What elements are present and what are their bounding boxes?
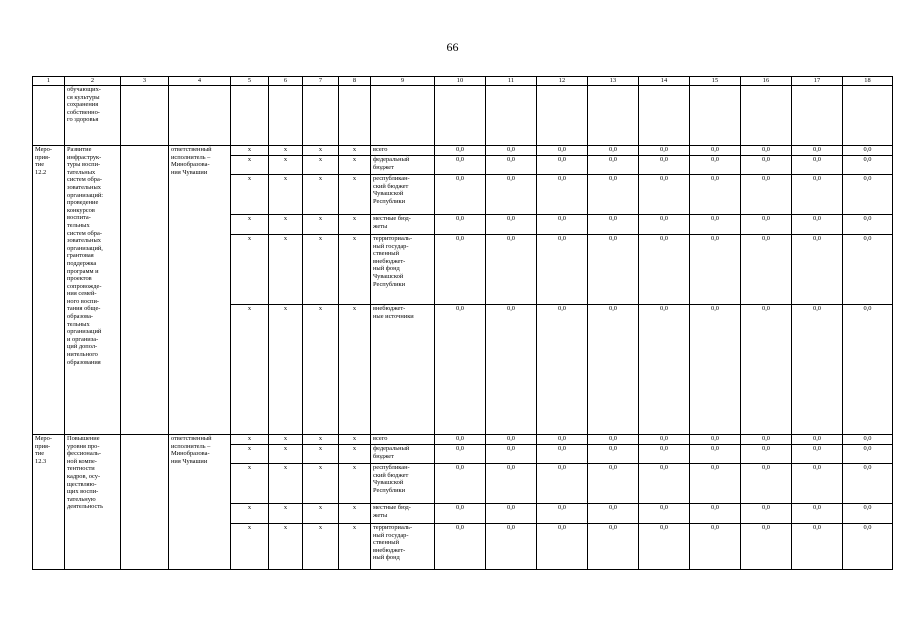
measure-name-cell [65,146,121,435]
measure-name-line: тательных [67,168,96,176]
value-cell: 0,0 [792,435,843,445]
value-cell: 0,0 [588,464,639,504]
x-mark-cell: x [231,504,269,524]
measure-name-line: нительного [67,351,98,359]
measure-name-line: проектов [67,275,92,283]
funding-source-line: местные бюд- [373,504,411,511]
value-cell: 0,0 [588,235,639,305]
continued-name-line: ся культуры [67,93,100,101]
value-cell: 0,0 [690,215,741,235]
x-mark-cell: x [231,235,269,305]
value-cell: 0,0 [741,175,792,215]
column-number-16: 16 [741,77,792,86]
funding-source-line: ственный [373,250,399,258]
column-number-14: 14 [639,77,690,86]
funding-source-line: Республики [373,280,406,288]
value-cell: 0,0 [639,524,690,570]
x-mark-cell: x [303,445,339,464]
measure-name-line: ной компе- [67,457,97,465]
empty-cell [33,86,65,146]
executor-line: исполнитель – [171,153,211,161]
value-cell: 0,0 [639,435,690,445]
x-mark-cell: x [269,235,303,305]
value-cell: 0,0 [843,435,893,445]
funding-source-cell [371,215,435,235]
value-cell: 0,0 [843,445,893,464]
measure-name-line: сопровожде- [67,282,102,290]
value-cell: 0,0 [588,175,639,215]
x-mark-cell: x [231,146,269,156]
funding-source-cell [371,435,435,445]
x-mark-cell: x [269,146,303,156]
executor-line: Минобразова- [171,161,210,169]
x-mark-cell: x [303,146,339,156]
value-cell: 0,0 [843,235,893,305]
executor-cell [169,435,231,570]
measure-name-line: организаций [67,328,102,336]
value-cell: 0,0 [843,524,893,570]
column-number-17: 17 [792,77,843,86]
measure-name-line: тентности [67,465,95,473]
value-cell: 0,0 [537,504,588,524]
empty-cell [121,435,169,570]
funding-source-line: местные бюд- [373,215,411,222]
funding-source-cell [371,235,435,305]
measure-name-line: ществляю- [67,480,97,488]
measure-label-cell [33,435,65,570]
value-cell: 0,0 [741,215,792,235]
table-row [33,435,893,445]
x-mark-cell: x [303,215,339,235]
x-mark-cell: x [303,435,339,445]
funding-source-line: республикан- [373,175,410,182]
funding-source-line: территориаль- [373,235,413,242]
empty-cell [269,86,303,146]
measure-name-line: поддержка [67,259,97,267]
measure-name-line: зовательных [67,237,101,245]
measure-name-line: уровня про- [67,442,100,450]
funding-source-cell [371,464,435,504]
funding-source-line: Чувашской [373,190,404,198]
empty-cell [843,86,893,146]
measure-name-line: систем обра- [67,229,102,237]
funding-source-cell [371,504,435,524]
funding-source-line: ный фонд [373,554,400,562]
value-cell: 0,0 [639,445,690,464]
funding-source-cell [371,156,435,175]
value-cell: 0,0 [792,445,843,464]
measure-name-line: воспита- [67,214,91,222]
empty-cell [588,86,639,146]
value-cell: 0,0 [435,464,486,504]
value-cell: 0,0 [792,464,843,504]
measure-name-line: ного воспи- [67,297,100,305]
value-cell: 0,0 [486,435,537,445]
x-mark-cell: x [339,435,371,445]
x-mark-cell: x [231,305,269,435]
funding-source-line: жеты [373,511,388,519]
value-cell: 0,0 [537,445,588,464]
funding-source-cell [371,524,435,570]
value-cell: 0,0 [792,215,843,235]
measure-name-line: фессиональ- [67,450,101,458]
value-cell: 0,0 [741,305,792,435]
measure-name-line: организаций: [67,191,104,199]
executor-line: исполнитель – [171,442,211,450]
empty-cell [231,86,269,146]
value-cell: 0,0 [690,435,741,445]
column-number-7: 7 [303,77,339,86]
x-mark-cell: x [339,524,371,570]
measure-name-line: систем обра- [67,176,102,184]
funding-source-cell [371,175,435,215]
value-cell: 0,0 [639,235,690,305]
executor-line: ответственный [171,146,212,153]
value-cell: 0,0 [843,146,893,156]
column-number-3: 3 [121,77,169,86]
measure-name-line: Развитие [67,146,92,153]
value-cell: 0,0 [537,156,588,175]
value-cell: 0,0 [792,305,843,435]
value-cell: 0,0 [435,146,486,156]
x-mark-cell: x [231,215,269,235]
value-cell: 0,0 [843,156,893,175]
value-cell: 0,0 [741,464,792,504]
x-mark-cell: x [303,235,339,305]
measure-name-line: грантовая [67,252,94,260]
column-number-8: 8 [339,77,371,86]
column-number-6: 6 [269,77,303,86]
x-mark-cell: x [269,156,303,175]
column-number-9: 9 [371,77,435,86]
funding-source-line: федеральный [373,445,410,452]
measure-label-line: прия- [35,153,51,161]
x-mark-cell: x [339,504,371,524]
empty-cell [121,146,169,435]
column-number-2: 2 [65,77,121,86]
value-cell: 0,0 [588,156,639,175]
measure-name-line: зовательных [67,183,101,191]
value-cell: 0,0 [843,504,893,524]
value-cell: 0,0 [588,215,639,235]
value-cell: 0,0 [690,464,741,504]
funding-source-line: ственный [373,539,399,547]
value-cell: 0,0 [588,305,639,435]
measure-name-line: ций допол- [67,343,98,351]
value-cell: 0,0 [435,215,486,235]
value-cell: 0,0 [792,175,843,215]
column-number-12: 12 [537,77,588,86]
x-mark-cell: x [231,464,269,504]
measure-name-line: щих воспи- [67,488,99,496]
value-cell: 0,0 [741,146,792,156]
measure-name-line: тания обще- [67,305,101,313]
value-cell: 0,0 [435,156,486,175]
funding-source-line: бюджет [373,163,394,171]
value-cell: 0,0 [639,215,690,235]
value-cell: 0,0 [435,524,486,570]
funding-source-line: жеты [373,222,388,230]
measure-name-line: инфраструк- [67,153,102,161]
funding-source-line: ные источники [373,312,414,320]
empty-cell [169,86,231,146]
executor-cell [169,146,231,435]
x-mark-cell: x [269,445,303,464]
value-cell: 0,0 [843,175,893,215]
measure-name-line: конкурсов [67,206,95,214]
value-cell: 0,0 [486,215,537,235]
value-cell: 0,0 [843,305,893,435]
empty-cell [792,86,843,146]
value-cell: 0,0 [690,524,741,570]
empty-cell [121,86,169,146]
value-cell: 0,0 [843,215,893,235]
value-cell: 0,0 [792,504,843,524]
empty-cell [339,86,371,146]
value-cell: 0,0 [486,235,537,305]
value-cell: 0,0 [537,464,588,504]
value-cell: 0,0 [639,464,690,504]
value-cell: 0,0 [741,235,792,305]
measure-name-line: проведение [67,199,99,207]
measure-name-line: тельных [67,320,90,328]
x-mark-cell: x [269,504,303,524]
funding-source-cell [371,305,435,435]
funding-source-line: всего [373,435,388,442]
value-cell: 0,0 [792,146,843,156]
x-mark-cell: x [339,445,371,464]
value-cell: 0,0 [792,235,843,305]
budget-table [32,76,893,570]
value-cell: 0,0 [588,435,639,445]
measure-label-line: 12.2 [35,168,47,176]
funding-source-line: внебюджет- [373,257,406,265]
measure-label-line: 12.3 [35,457,47,465]
x-mark-cell: x [339,175,371,215]
column-number-1: 1 [33,77,65,86]
measure-name-line: программ и [67,267,99,275]
funding-source-line: Чувашской [373,479,404,487]
value-cell: 0,0 [537,435,588,445]
empty-cell [435,86,486,146]
x-mark-cell: x [303,156,339,175]
empty-cell [486,86,537,146]
value-cell: 0,0 [588,504,639,524]
measure-label-cell [33,146,65,435]
value-cell: 0,0 [639,504,690,524]
measure-name-line: организаций, [67,244,103,252]
value-cell: 0,0 [537,524,588,570]
x-mark-cell: x [269,524,303,570]
funding-source-line: бюджет [373,452,394,460]
funding-source-line: ский бюджет [373,471,409,479]
continued-name-line: сохранения [67,101,99,109]
value-cell: 0,0 [486,504,537,524]
value-cell: 0,0 [435,235,486,305]
x-mark-cell: x [303,305,339,435]
column-number-18: 18 [843,77,893,86]
x-mark-cell: x [303,504,339,524]
column-number-10: 10 [435,77,486,86]
value-cell: 0,0 [741,435,792,445]
value-cell: 0,0 [690,445,741,464]
value-cell: 0,0 [435,504,486,524]
x-mark-cell: x [231,524,269,570]
x-mark-cell: x [339,235,371,305]
funding-source-line: федеральный [373,156,410,163]
measure-label-line: Меро- [35,146,52,153]
value-cell: 0,0 [690,504,741,524]
value-cell: 0,0 [537,175,588,215]
value-cell: 0,0 [690,175,741,215]
funding-source-line: Чувашской [373,272,404,280]
empty-cell [371,86,435,146]
value-cell: 0,0 [639,175,690,215]
value-cell: 0,0 [639,305,690,435]
empty-cell [537,86,588,146]
value-cell: 0,0 [690,156,741,175]
x-mark-cell: x [231,445,269,464]
value-cell: 0,0 [435,305,486,435]
value-cell: 0,0 [537,215,588,235]
value-cell: 0,0 [537,235,588,305]
value-cell: 0,0 [588,146,639,156]
value-cell: 0,0 [486,464,537,504]
value-cell: 0,0 [486,524,537,570]
x-mark-cell: x [339,464,371,504]
executor-line: ния Чувашии [171,457,208,465]
value-cell: 0,0 [486,445,537,464]
value-cell: 0,0 [435,445,486,464]
empty-cell [303,86,339,146]
funding-source-line: республикан- [373,464,410,471]
x-mark-cell: x [231,156,269,175]
measure-name-line: Повышение [67,435,100,442]
continued-name-line: обучающих- [67,86,101,93]
executor-line: Минобразова- [171,450,210,458]
funding-source-line: Республики [373,197,406,205]
x-mark-cell: x [339,215,371,235]
measure-name-line: и организа- [67,335,99,343]
measure-name-line: тательную [67,495,96,503]
x-mark-cell: x [231,175,269,215]
measure-name-cell [65,435,121,570]
x-mark-cell: x [269,215,303,235]
funding-source-line: территориаль- [373,524,413,531]
empty-cell [639,86,690,146]
value-cell: 0,0 [741,524,792,570]
measure-name-line: образова- [67,313,94,321]
value-cell: 0,0 [486,175,537,215]
executor-line: ния Чувашии [171,168,208,176]
measure-label-line: тие [35,450,45,458]
value-cell: 0,0 [486,146,537,156]
x-mark-cell: x [303,524,339,570]
funding-source-line: ный фонд [373,265,400,273]
x-mark-cell: x [269,435,303,445]
x-mark-cell: x [269,175,303,215]
measure-name-line: ния семей- [67,290,97,298]
column-number-5: 5 [231,77,269,86]
value-cell: 0,0 [537,146,588,156]
value-cell: 0,0 [741,445,792,464]
executor-line: ответственный [171,435,212,442]
x-mark-cell: x [231,435,269,445]
column-number-13: 13 [588,77,639,86]
x-mark-cell: x [303,175,339,215]
measure-label-line: Меро- [35,435,52,442]
funding-source-line: всего [373,146,388,153]
empty-cell [690,86,741,146]
continued-name-line: го здоровья [67,116,99,124]
value-cell: 0,0 [435,175,486,215]
page-number: 66 [446,40,459,54]
value-cell: 0,0 [486,305,537,435]
funding-source-line: ный государ- [373,242,409,250]
value-cell: 0,0 [537,305,588,435]
continued-name-line: собственно- [67,108,100,116]
funding-source-line: внебюджет- [373,546,406,554]
measure-label-line: прия- [35,442,51,450]
column-number-15: 15 [690,77,741,86]
value-cell: 0,0 [588,524,639,570]
value-cell: 0,0 [690,146,741,156]
header-row [33,77,893,86]
value-cell: 0,0 [792,524,843,570]
x-mark-cell: x [339,305,371,435]
measure-name-line: туры воспи- [67,161,101,169]
table-row [33,146,893,156]
column-number-4: 4 [169,77,231,86]
value-cell: 0,0 [792,156,843,175]
funding-source-cell [371,445,435,464]
measure-name-line: деятельность [67,503,104,511]
continued-name-cell [65,86,121,146]
funding-source-line: внебюджет- [373,305,406,312]
value-cell: 0,0 [741,156,792,175]
value-cell: 0,0 [435,435,486,445]
x-mark-cell: x [269,464,303,504]
measure-name-line: образования [67,358,101,366]
value-cell: 0,0 [690,235,741,305]
column-number-11: 11 [486,77,537,86]
measure-label-line: тие [35,161,45,169]
x-mark-cell: x [303,464,339,504]
value-cell: 0,0 [639,146,690,156]
measure-name-line: тельных [67,221,90,229]
value-cell: 0,0 [639,156,690,175]
measure-name-line: кадров, осу- [67,472,101,480]
continuation-row [33,86,893,146]
value-cell: 0,0 [741,504,792,524]
funding-source-cell [371,146,435,156]
funding-source-line: Республики [373,486,406,494]
value-cell: 0,0 [486,156,537,175]
x-mark-cell: x [339,156,371,175]
value-cell: 0,0 [588,445,639,464]
x-mark-cell: x [269,305,303,435]
value-cell: 0,0 [843,464,893,504]
funding-source-line: ный государ- [373,531,409,539]
funding-source-line: ский бюджет [373,182,409,190]
empty-cell [741,86,792,146]
x-mark-cell: x [339,146,371,156]
value-cell: 0,0 [690,305,741,435]
